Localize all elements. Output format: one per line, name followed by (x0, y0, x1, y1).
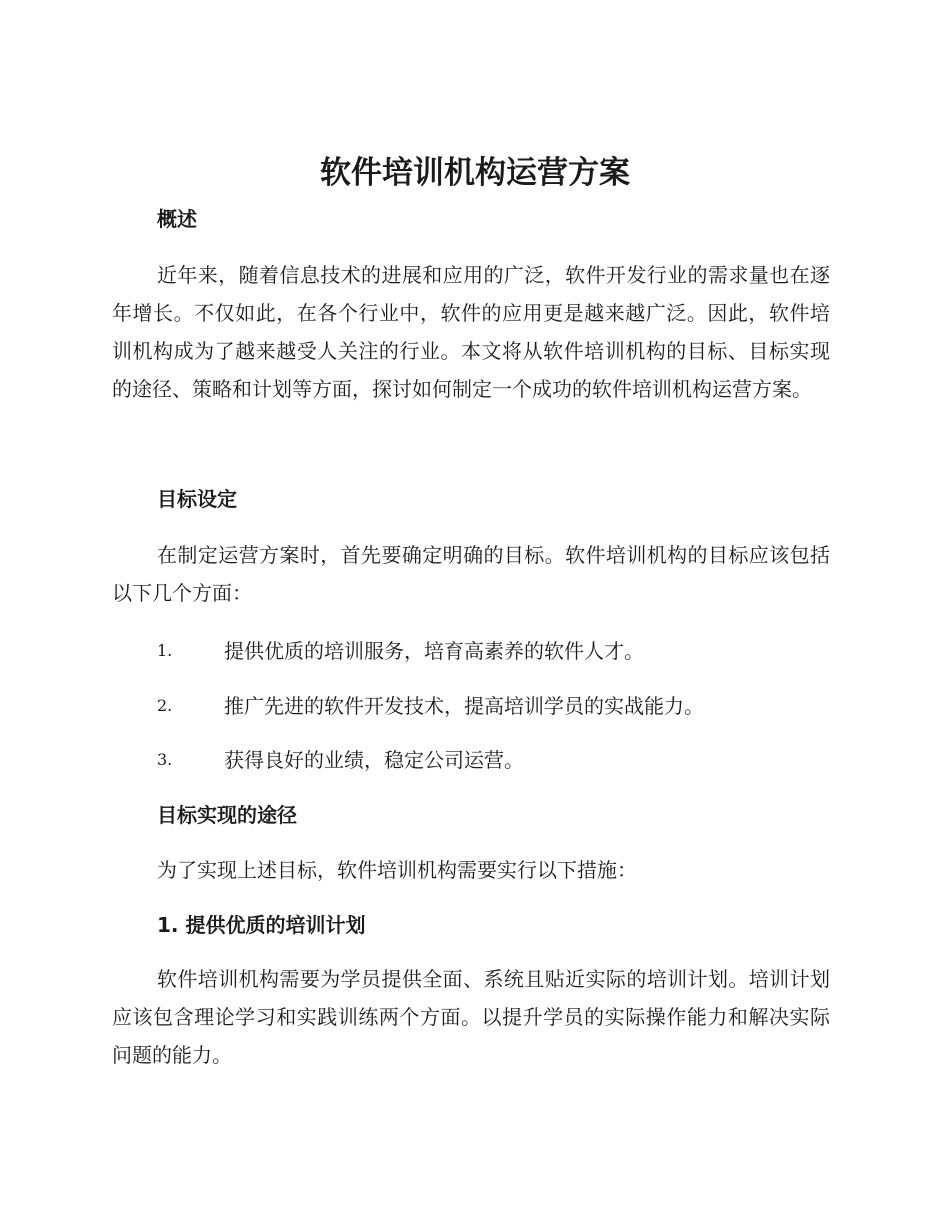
list-item-number: 2. (157, 696, 173, 715)
subsection-heading-training-plan: 1. 提供优质的培训计划 (157, 913, 366, 937)
list-item-text: 提供优质的培训服务，培育高素养的软件人才。 (224, 639, 644, 663)
training-plan-paragraph: 软件培训机构需要为学员提供全面、系统且贴近实际的培训计划。培训计划应该包含理论学习和实践训练两个方面。以提升学员的实际操作能力和解决实际问题的能力。 (112, 967, 830, 1067)
list-item-text: 推广先进的软件开发技术，提高培训学员的实战能力。 (224, 694, 704, 718)
document-title: 软件培训机构运营方案 (320, 155, 630, 191)
approach-intro: 为了实现上述目标，软件培训机构需要实行以下措施： (157, 858, 637, 882)
list-item-number: 1. (157, 641, 173, 660)
section-heading-goals: 目标设定 (157, 487, 237, 511)
list-item (157, 636, 837, 666)
list-item-number: 3. (157, 750, 173, 769)
list-item (157, 745, 837, 775)
list-item (157, 691, 837, 721)
list-item-text: 获得良好的业绩，稳定公司运营。 (224, 748, 524, 772)
goals-paragraph: 在制定运营方案时，首先要确定明确的目标。软件培训机构的目标应该包括以下几个方面： (112, 543, 830, 605)
overview-paragraph: 近年来，随着信息技术的进展和应用的广泛，软件开发行业的需求量也在逐年增长。不仅如此，在各个行业中，软件的应用更是越来越广泛。因此，软件培训机构成为了越来越受人关注的行业。本文将从软件培训机构的目标、目标实现的途径、策略和计划等方面，探讨如何制定一个成功的软件培训机构运营方案。 (112, 263, 830, 401)
section-heading-overview: 概述 (157, 207, 197, 231)
section-heading-approach: 目标实现的途径 (157, 803, 297, 827)
